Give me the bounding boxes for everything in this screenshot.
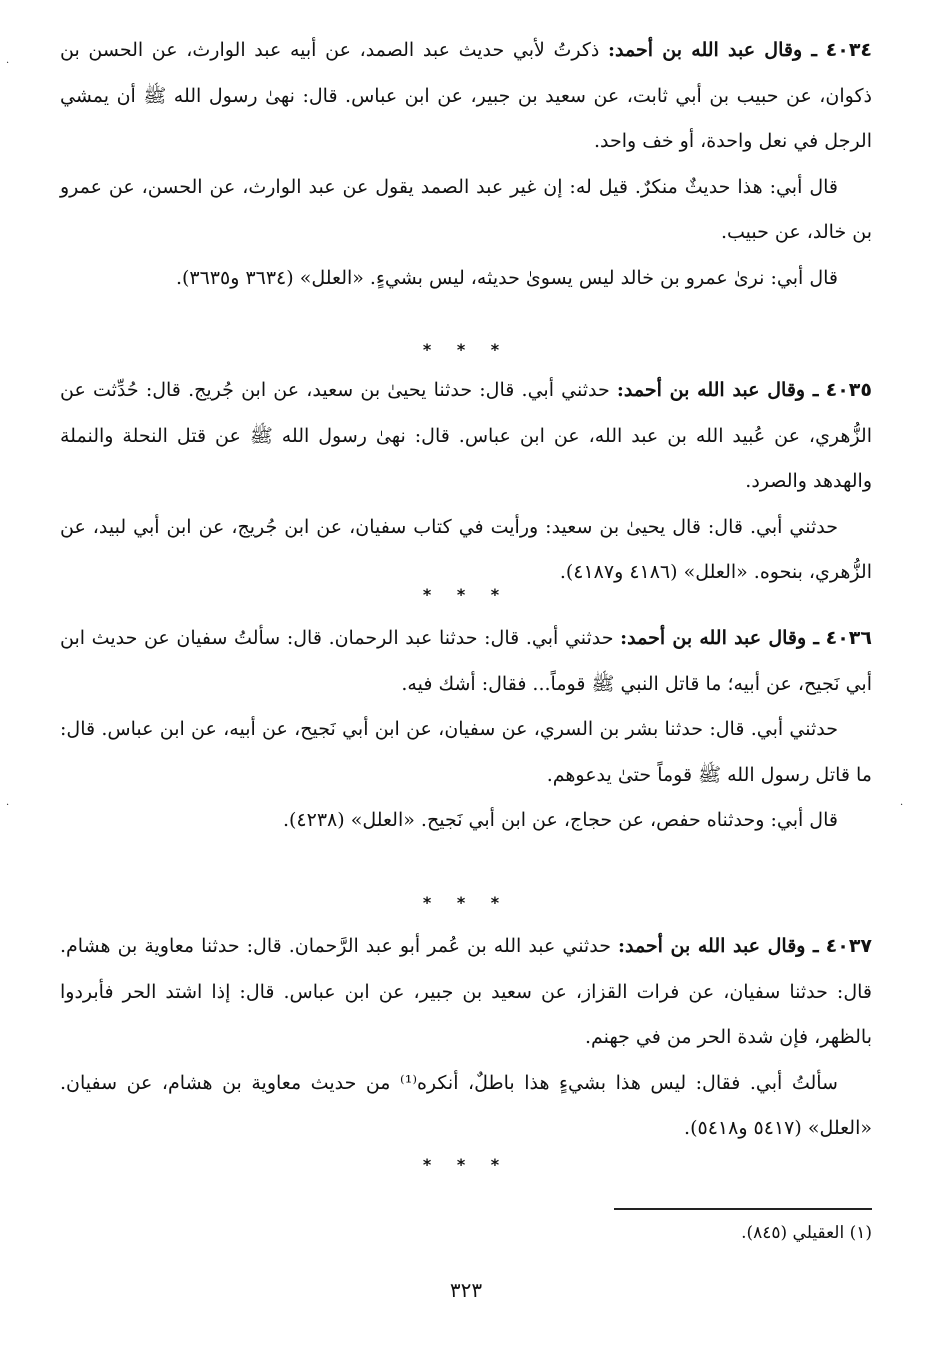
entry-note: قال أبي: هذا حديثٌ منكرٌ. قيل له: إن غير عبد الصمد يقول عن عبد الوارث، عن الحسن، عن عمرو بن خالد، عن حبيب. [60, 175, 872, 243]
hadith-entry-4035 [60, 368, 872, 596]
entry-lead: ـ وقال عبد الله بن أحمد: [608, 39, 817, 61]
entry-main-text [60, 616, 872, 707]
entry-note: حدثني أبي. قال: حدثنا بشر بن السري، عن سفيان، عن ابن أبي نَجيح، عن أبيه، عن ابن عباس. قال: ما قاتل رسول الله ﷺ قوماً حتىٰ يدعوهم. [60, 718, 872, 786]
book-page [60, 28, 872, 1328]
entry-body: حدثني أبي. قال: حدثنا عبد الرحمان. قال: سألتُ سفيان عن حديث ابن أبي نَجيح، عن أبيه؛ ما قاتل النبي ﷺ قوماً... فقال: أشك فيه. [60, 627, 872, 695]
entry-note: قال أبي: وحدثناه حفص، عن حجاج، عن ابن أبي نَجيح. «العلل» (٤٢٣٨). [282, 809, 838, 831]
entry-body: حدثني أبي. قال: حدثنا يحيىٰ بن سعيد، عن ابن جُريج. قال: حُدِّثت عن الزُّهري، عن عُبيد الله بن عبد الله، عن ابن عباس. قال: نهىٰ رسول الله ﷺ عن قتل النحلة والنملة والهدهد والصرد. [60, 379, 872, 492]
section-separator: * * * [422, 585, 510, 604]
entry-body: حدثني عبد الله بن عُمر أبو عبد الرَّحمان. قال: حدثنا معاوية بن هشام. قال: حدثنا سفيان، عن فرات القزاز، عن سعيد بن جبير، عن ابن عباس. قال: إذا اشتد الحر فأبردوا بالظهر، فإن شدة الحر من في جهنم. [60, 935, 872, 1048]
entry-main-text [60, 28, 872, 165]
entry-main-text [60, 924, 872, 1061]
entry-lead: ـ وقال عبد الله بن أحمد: [620, 627, 819, 649]
entry-note: حدثني أبي. قال: قال يحيىٰ بن سعيد: ورأيت في كتاب سفيان، عن ابن جُريج، عن ابن أبي لبيد، عن الزُّهري، بنحوه. «العلل» (٤١٨٦ و٤١٨٧). [60, 515, 872, 583]
entry-note: قال أبي: نرىٰ عمرو بن خالد ليس يسوىٰ حديثه، ليس بشيءٍ. «العلل» (٣٦٣٤ و٣٦٣٥). [175, 266, 838, 289]
entry-number: ٤٠٣٥ [825, 379, 872, 401]
entry-number: ٤٠٣٦ [825, 627, 872, 649]
hadith-entry-4034 [60, 28, 872, 301]
entry-body: ذكرتُ لأبي حديث عبد الصمد، عن أبيه عبد الوارث، عن الحسن بن ذكوان، عن حبيب بن أبي ثابت، عن سعيد بن جبير، عن ابن عباس. قال: نهىٰ رسول الله ﷺ أن يمشي الرجل في نعل واحدة، أو خف واحد. [60, 39, 872, 152]
margin-mark: · [6, 800, 10, 811]
entry-number: ٤٠٣٤ [825, 39, 873, 61]
footnote-divider [614, 1208, 872, 1210]
entry-main-text [60, 368, 872, 505]
page-number: ٣٢٣ [449, 1278, 483, 1302]
entry-lead: ـ وقال عبد الله بن أحمد: [617, 935, 819, 957]
section-separator: * * * [422, 1155, 510, 1174]
section-separator: * * * [422, 340, 510, 359]
margin-mark: · [900, 800, 904, 811]
entry-lead: ـ وقال عبد الله بن أحمد: [616, 379, 819, 401]
hadith-entry-4037 [60, 924, 872, 1152]
footnote: (١) العقيلي (٨٤٥). [741, 1223, 872, 1243]
margin-mark: · [6, 58, 10, 69]
hadith-entry-4036 [60, 616, 872, 844]
entry-note: سألتُ أبي. فقال: ليس هذا بشيءٍ هذا باطلٌ، أنكره⁽¹⁾ من حديث معاوية بن هشام، عن سفيان. «العلل» (٥٤١٧ و٥٤١٨). [60, 1071, 872, 1139]
entry-number: ٤٠٣٧ [825, 935, 873, 957]
section-separator: * * * [422, 893, 510, 912]
